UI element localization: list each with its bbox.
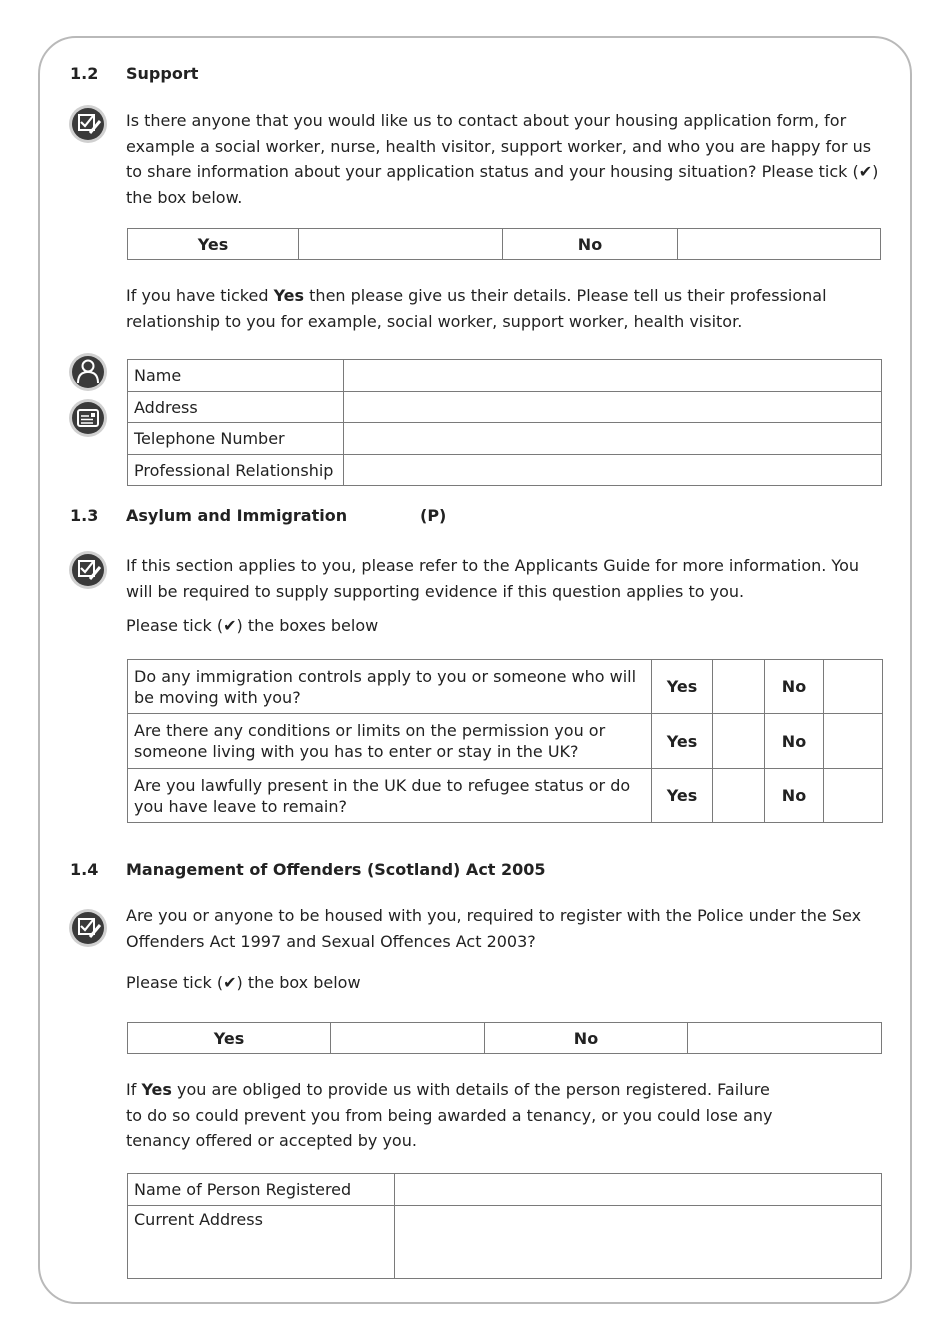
registered-name-label: Name of Person Registered (128, 1174, 395, 1206)
asylum-instruction: Please tick (✔) the boxes below (126, 616, 379, 635)
address-card-icon (68, 398, 108, 438)
person-icon (68, 352, 108, 392)
no-label: No (485, 1023, 688, 1054)
yes-label: Yes (128, 229, 299, 260)
no-label: No (765, 660, 824, 714)
question-text: Do any immigration controls apply to you or someone who will be moving with you? (128, 660, 652, 714)
address-field[interactable] (344, 392, 882, 423)
section-title: Management of Offenders (Scotland) Act 2005 (126, 860, 546, 879)
yes-checkbox[interactable] (331, 1023, 485, 1054)
registered-person-table (127, 1173, 882, 1279)
yes-label: Yes (652, 660, 713, 714)
yes-checkbox[interactable] (713, 714, 765, 769)
section-title: Support (126, 64, 199, 83)
note-text: If (126, 1080, 142, 1099)
followup-text-2: then please give us their details. Please tell us their professional relationship to you for example, social worker, support worker, health visitor. (126, 286, 827, 331)
tick-form-icon (68, 550, 108, 590)
yes-label: Yes (652, 769, 713, 823)
support-followup (126, 283, 882, 334)
no-checkbox[interactable] (824, 660, 883, 714)
no-checkbox[interactable] (688, 1023, 882, 1054)
no-label: No (765, 714, 824, 769)
no-checkbox[interactable] (824, 769, 883, 823)
question-text: Are there any conditions or limits on the permission you or someone living with you has to enter or stay in the UK? (128, 714, 652, 769)
offenders-intro: Are you or anyone to be housed with you, required to register with the Police under the Sex Offenders Act 1997 and Sexual Offences Act 2003? (126, 906, 862, 951)
asylum-table (127, 659, 883, 823)
section-title: Asylum and Immigration (126, 506, 348, 525)
telephone-label: Telephone Number (128, 423, 344, 455)
support-intro: Is there anyone that you would like us to contact about your housing application form, for example a social worker, nurse, health visitor, support worker, and who you are happy for us to share information about your application status and your housing situation? Please tick (✔) the box below. (126, 111, 879, 207)
name-field[interactable] (344, 360, 882, 392)
no-label: No (503, 229, 678, 260)
relationship-field[interactable] (344, 455, 882, 486)
tick-form-icon (68, 908, 108, 948)
offenders-instruction: Please tick (✔) the box below (126, 973, 361, 992)
no-checkbox[interactable] (824, 714, 883, 769)
yes-label: Yes (128, 1023, 331, 1054)
note-text-2: you are obliged to provide us with details of the person registered. Failure to do so could prevent you from being awarded a tenancy, or you could lose any tenancy offered or accepted by you. (126, 1080, 773, 1150)
section-number: 1.4 (70, 860, 99, 879)
current-address-field[interactable] (395, 1206, 882, 1279)
yes-checkbox[interactable] (713, 660, 765, 714)
yes-checkbox[interactable] (299, 229, 503, 260)
section-number: 1.3 (70, 506, 99, 525)
section-tag: (P) (420, 506, 447, 525)
yes-label: Yes (652, 714, 713, 769)
relationship-label: Professional Relationship (128, 455, 344, 486)
no-checkbox[interactable] (678, 229, 881, 260)
section-number: 1.2 (70, 64, 99, 83)
asylum-intro: If this section applies to you, please refer to the Applicants Guide for more information. You will be required to supply supporting evidence if this question applies to you. (126, 556, 860, 601)
address-label: Address (128, 392, 344, 423)
name-label: Name (128, 360, 344, 392)
offenders-note (126, 1077, 782, 1154)
question-text: Are you lawfully present in the UK due to refugee status or do you have leave to remain? (128, 769, 652, 823)
telephone-field[interactable] (344, 423, 882, 455)
support-details-table (127, 359, 882, 486)
offenders-yes-no-table (127, 1022, 882, 1054)
current-address-label: Current Address (128, 1206, 395, 1279)
yes-checkbox[interactable] (713, 769, 765, 823)
registered-name-field[interactable] (395, 1174, 882, 1206)
table-row (128, 769, 883, 823)
followup-text: If you have ticked (126, 286, 274, 305)
note-bold: Yes (141, 1080, 172, 1099)
followup-bold: Yes (273, 286, 305, 305)
table-row (128, 660, 883, 714)
support-yes-no-table (127, 228, 881, 260)
table-row (128, 714, 883, 769)
tick-form-icon (68, 104, 108, 144)
no-label: No (765, 769, 824, 823)
